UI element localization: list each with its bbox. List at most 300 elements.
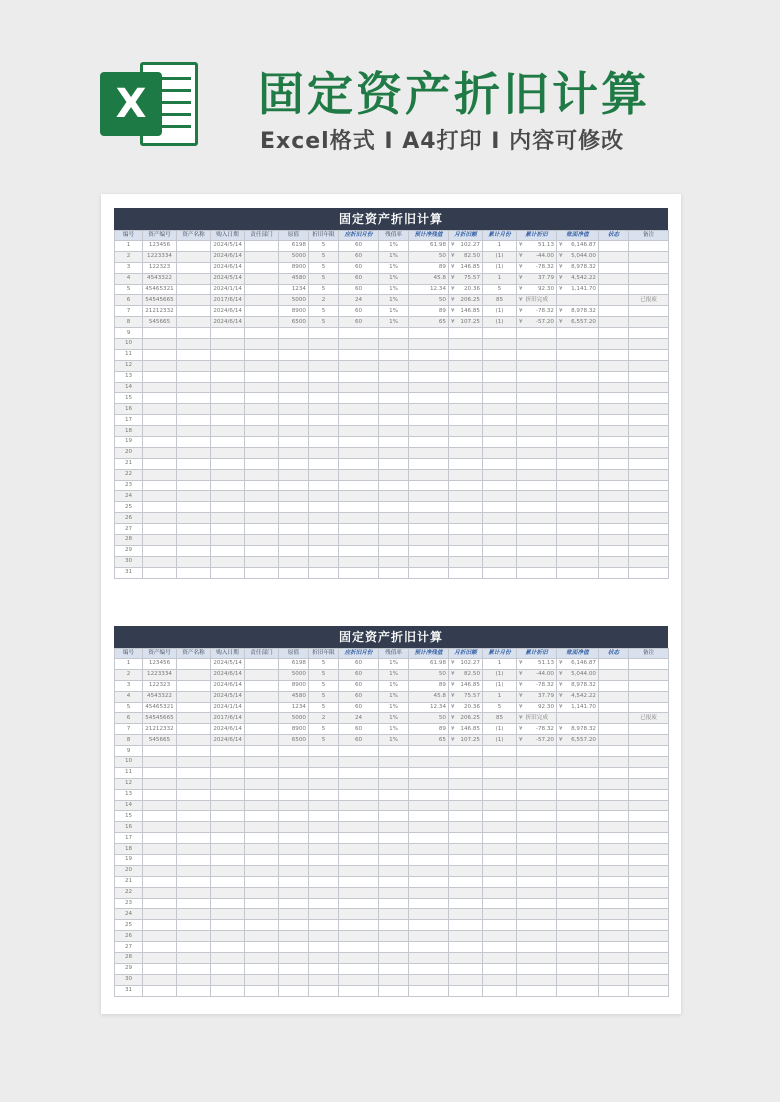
cell-life-years[interactable] [309,349,339,360]
cell-asset-id[interactable] [143,469,177,480]
cell-accum-months[interactable] [483,535,517,546]
cell-residual-value[interactable] [409,811,449,822]
cell-asset-name[interactable] [177,447,211,458]
cell-net-value[interactable] [557,284,599,295]
cell-department[interactable] [245,735,279,746]
cell-no[interactable] [115,876,143,887]
cell-department[interactable] [245,767,279,778]
cell-asset-name[interactable] [177,767,211,778]
cell-asset-id[interactable] [143,295,177,306]
cell-remark[interactable] [629,767,669,778]
cell-accum-depr[interactable] [517,415,557,426]
cell-asset-id[interactable] [143,855,177,866]
cell-asset-name[interactable] [177,241,211,252]
cell-department[interactable] [245,273,279,284]
cell-original-value[interactable] [279,262,309,273]
cell-accum-months[interactable] [483,469,517,480]
cell-net-value[interactable] [557,447,599,458]
cell-life-years[interactable] [309,865,339,876]
cell-purchase-date[interactable] [211,735,245,746]
cell-status[interactable] [599,502,629,513]
cell-residual-value[interactable] [409,393,449,404]
cell-original-value[interactable] [279,556,309,567]
cell-residual-rate[interactable] [379,953,409,964]
cell-depr-months[interactable] [339,865,379,876]
cell-accum-depr[interactable] [517,524,557,535]
cell-status[interactable] [599,284,629,295]
cell-asset-name[interactable] [177,778,211,789]
cell-department[interactable] [245,437,279,448]
cell-monthly-depr[interactable] [449,393,483,404]
cell-remark[interactable] [629,909,669,920]
cell-status[interactable] [599,371,629,382]
cell-net-value[interactable] [557,659,599,670]
cell-asset-name[interactable] [177,382,211,393]
cell-monthly-depr[interactable] [449,556,483,567]
cell-department[interactable] [245,426,279,437]
cell-purchase-date[interactable] [211,317,245,328]
cell-asset-id[interactable] [143,491,177,502]
cell-net-value[interactable] [557,833,599,844]
cell-no[interactable] [115,659,143,670]
cell-no[interactable] [115,567,143,578]
cell-depr-months[interactable] [339,328,379,339]
cell-original-value[interactable] [279,778,309,789]
cell-life-years[interactable] [309,909,339,920]
cell-asset-id[interactable] [143,273,177,284]
cell-original-value[interactable] [279,284,309,295]
cell-asset-name[interactable] [177,713,211,724]
cell-department[interactable] [245,535,279,546]
cell-asset-id[interactable] [143,328,177,339]
cell-life-years[interactable] [309,328,339,339]
cell-no[interactable] [115,898,143,909]
cell-depr-months[interactable] [339,898,379,909]
cell-accum-months[interactable] [483,513,517,524]
cell-accum-months[interactable] [483,502,517,513]
cell-accum-months[interactable] [483,909,517,920]
cell-residual-rate[interactable] [379,404,409,415]
cell-status[interactable] [599,535,629,546]
cell-net-value[interactable] [557,295,599,306]
cell-life-years[interactable] [309,415,339,426]
cell-original-value[interactable] [279,469,309,480]
cell-remark[interactable] [629,469,669,480]
cell-accum-months[interactable] [483,437,517,448]
cell-no[interactable] [115,480,143,491]
cell-asset-id[interactable] [143,371,177,382]
cell-life-years[interactable] [309,691,339,702]
cell-life-years[interactable] [309,567,339,578]
cell-net-value[interactable] [557,339,599,350]
cell-monthly-depr[interactable] [449,328,483,339]
cell-status[interactable] [599,876,629,887]
cell-accum-depr[interactable] [517,328,557,339]
cell-no[interactable] [115,360,143,371]
cell-residual-value[interactable] [409,262,449,273]
cell-residual-value[interactable] [409,567,449,578]
cell-net-value[interactable] [557,767,599,778]
cell-net-value[interactable] [557,349,599,360]
cell-accum-depr[interactable] [517,800,557,811]
cell-residual-value[interactable] [409,469,449,480]
cell-accum-depr[interactable] [517,535,557,546]
cell-monthly-depr[interactable] [449,680,483,691]
cell-department[interactable] [245,746,279,757]
cell-depr-months[interactable] [339,757,379,768]
cell-purchase-date[interactable] [211,491,245,502]
cell-accum-months[interactable] [483,382,517,393]
cell-life-years[interactable] [309,360,339,371]
cell-original-value[interactable] [279,669,309,680]
cell-accum-months[interactable] [483,767,517,778]
cell-purchase-date[interactable] [211,262,245,273]
cell-residual-value[interactable] [409,974,449,985]
cell-residual-value[interactable] [409,844,449,855]
cell-life-years[interactable] [309,273,339,284]
cell-department[interactable] [245,513,279,524]
cell-department[interactable] [245,306,279,317]
cell-remark[interactable] [629,669,669,680]
cell-status[interactable] [599,833,629,844]
cell-remark[interactable] [629,920,669,931]
cell-remark[interactable] [629,865,669,876]
cell-accum-depr[interactable] [517,887,557,898]
cell-monthly-depr[interactable] [449,371,483,382]
cell-life-years[interactable] [309,898,339,909]
cell-accum-months[interactable] [483,447,517,458]
cell-net-value[interactable] [557,535,599,546]
cell-depr-months[interactable] [339,909,379,920]
cell-original-value[interactable] [279,241,309,252]
cell-accum-depr[interactable] [517,789,557,800]
cell-purchase-date[interactable] [211,746,245,757]
cell-no[interactable] [115,262,143,273]
cell-life-years[interactable] [309,524,339,535]
cell-remark[interactable] [629,251,669,262]
cell-status[interactable] [599,393,629,404]
cell-asset-name[interactable] [177,251,211,262]
cell-asset-name[interactable] [177,833,211,844]
cell-accum-months[interactable] [483,953,517,964]
cell-accum-depr[interactable] [517,567,557,578]
cell-net-value[interactable] [557,855,599,866]
cell-no[interactable] [115,920,143,931]
cell-original-value[interactable] [279,974,309,985]
cell-status[interactable] [599,545,629,556]
cell-depr-months[interactable] [339,702,379,713]
cell-remark[interactable] [629,931,669,942]
cell-purchase-date[interactable] [211,447,245,458]
cell-accum-depr[interactable] [517,724,557,735]
cell-remark[interactable] [629,393,669,404]
cell-residual-value[interactable] [409,680,449,691]
cell-monthly-depr[interactable] [449,669,483,680]
cell-no[interactable] [115,974,143,985]
cell-purchase-date[interactable] [211,855,245,866]
cell-asset-name[interactable] [177,680,211,691]
cell-monthly-depr[interactable] [449,404,483,415]
cell-residual-rate[interactable] [379,306,409,317]
cell-remark[interactable] [629,273,669,284]
cell-accum-depr[interactable] [517,931,557,942]
cell-department[interactable] [245,778,279,789]
cell-asset-id[interactable] [143,691,177,702]
cell-department[interactable] [245,898,279,909]
cell-remark[interactable] [629,757,669,768]
cell-net-value[interactable] [557,898,599,909]
cell-purchase-date[interactable] [211,985,245,996]
cell-net-value[interactable] [557,789,599,800]
cell-accum-depr[interactable] [517,317,557,328]
cell-asset-name[interactable] [177,920,211,931]
cell-depr-months[interactable] [339,556,379,567]
cell-residual-value[interactable] [409,953,449,964]
cell-purchase-date[interactable] [211,251,245,262]
cell-asset-id[interactable] [143,339,177,350]
cell-residual-rate[interactable] [379,295,409,306]
cell-monthly-depr[interactable] [449,339,483,350]
cell-accum-months[interactable] [483,393,517,404]
cell-residual-rate[interactable] [379,669,409,680]
cell-depr-months[interactable] [339,273,379,284]
cell-residual-rate[interactable] [379,415,409,426]
cell-no[interactable] [115,317,143,328]
cell-remark[interactable] [629,898,669,909]
cell-depr-months[interactable] [339,393,379,404]
cell-department[interactable] [245,262,279,273]
cell-status[interactable] [599,920,629,931]
cell-depr-months[interactable] [339,502,379,513]
cell-asset-name[interactable] [177,724,211,735]
cell-accum-months[interactable] [483,985,517,996]
cell-residual-rate[interactable] [379,328,409,339]
cell-purchase-date[interactable] [211,920,245,931]
cell-monthly-depr[interactable] [449,426,483,437]
cell-accum-depr[interactable] [517,513,557,524]
cell-life-years[interactable] [309,669,339,680]
cell-residual-rate[interactable] [379,909,409,920]
cell-residual-value[interactable] [409,800,449,811]
cell-net-value[interactable] [557,393,599,404]
cell-asset-name[interactable] [177,328,211,339]
cell-status[interactable] [599,757,629,768]
cell-status[interactable] [599,953,629,964]
cell-asset-name[interactable] [177,360,211,371]
cell-monthly-depr[interactable] [449,844,483,855]
cell-accum-months[interactable] [483,680,517,691]
cell-remark[interactable] [629,746,669,757]
cell-net-value[interactable] [557,735,599,746]
cell-original-value[interactable] [279,833,309,844]
cell-purchase-date[interactable] [211,328,245,339]
cell-original-value[interactable] [279,942,309,953]
cell-status[interactable] [599,887,629,898]
cell-accum-months[interactable] [483,251,517,262]
cell-status[interactable] [599,491,629,502]
cell-purchase-date[interactable] [211,942,245,953]
cell-net-value[interactable] [557,502,599,513]
cell-purchase-date[interactable] [211,371,245,382]
cell-depr-months[interactable] [339,953,379,964]
cell-accum-months[interactable] [483,295,517,306]
cell-status[interactable] [599,909,629,920]
cell-original-value[interactable] [279,524,309,535]
cell-status[interactable] [599,778,629,789]
cell-depr-months[interactable] [339,767,379,778]
cell-no[interactable] [115,931,143,942]
cell-net-value[interactable] [557,262,599,273]
cell-department[interactable] [245,844,279,855]
cell-monthly-depr[interactable] [449,273,483,284]
cell-asset-id[interactable] [143,437,177,448]
cell-department[interactable] [245,469,279,480]
cell-depr-months[interactable] [339,942,379,953]
cell-department[interactable] [245,241,279,252]
cell-department[interactable] [245,284,279,295]
cell-asset-id[interactable] [143,382,177,393]
cell-remark[interactable] [629,328,669,339]
cell-accum-months[interactable] [483,789,517,800]
cell-monthly-depr[interactable] [449,502,483,513]
cell-department[interactable] [245,713,279,724]
cell-monthly-depr[interactable] [449,306,483,317]
cell-purchase-date[interactable] [211,724,245,735]
cell-residual-value[interactable] [409,502,449,513]
cell-remark[interactable] [629,985,669,996]
cell-asset-id[interactable] [143,789,177,800]
cell-life-years[interactable] [309,724,339,735]
cell-life-years[interactable] [309,437,339,448]
cell-purchase-date[interactable] [211,567,245,578]
cell-purchase-date[interactable] [211,811,245,822]
cell-accum-depr[interactable] [517,778,557,789]
cell-status[interactable] [599,691,629,702]
cell-no[interactable] [115,909,143,920]
cell-life-years[interactable] [309,306,339,317]
cell-remark[interactable] [629,437,669,448]
cell-residual-rate[interactable] [379,491,409,502]
cell-original-value[interactable] [279,887,309,898]
cell-no[interactable] [115,447,143,458]
cell-monthly-depr[interactable] [449,789,483,800]
cell-original-value[interactable] [279,713,309,724]
cell-depr-months[interactable] [339,513,379,524]
cell-accum-months[interactable] [483,241,517,252]
cell-original-value[interactable] [279,339,309,350]
cell-residual-value[interactable] [409,942,449,953]
cell-asset-name[interactable] [177,349,211,360]
cell-asset-name[interactable] [177,371,211,382]
cell-life-years[interactable] [309,963,339,974]
cell-no[interactable] [115,855,143,866]
cell-status[interactable] [599,735,629,746]
cell-remark[interactable] [629,800,669,811]
cell-monthly-depr[interactable] [449,974,483,985]
cell-life-years[interactable] [309,953,339,964]
cell-department[interactable] [245,295,279,306]
cell-life-years[interactable] [309,426,339,437]
cell-remark[interactable] [629,953,669,964]
cell-original-value[interactable] [279,317,309,328]
cell-original-value[interactable] [279,724,309,735]
cell-remark[interactable] [629,491,669,502]
cell-residual-rate[interactable] [379,447,409,458]
cell-residual-value[interactable] [409,535,449,546]
cell-net-value[interactable] [557,545,599,556]
cell-original-value[interactable] [279,273,309,284]
cell-accum-months[interactable] [483,931,517,942]
cell-asset-id[interactable] [143,349,177,360]
cell-monthly-depr[interactable] [449,735,483,746]
cell-accum-depr[interactable] [517,393,557,404]
cell-net-value[interactable] [557,491,599,502]
cell-no[interactable] [115,502,143,513]
cell-accum-depr[interactable] [517,985,557,996]
cell-accum-months[interactable] [483,371,517,382]
cell-residual-rate[interactable] [379,746,409,757]
cell-purchase-date[interactable] [211,524,245,535]
cell-department[interactable] [245,371,279,382]
cell-no[interactable] [115,735,143,746]
cell-residual-value[interactable] [409,767,449,778]
cell-purchase-date[interactable] [211,865,245,876]
cell-accum-months[interactable] [483,942,517,953]
cell-no[interactable] [115,437,143,448]
cell-accum-depr[interactable] [517,669,557,680]
cell-asset-name[interactable] [177,887,211,898]
cell-purchase-date[interactable] [211,974,245,985]
cell-net-value[interactable] [557,876,599,887]
cell-purchase-date[interactable] [211,953,245,964]
cell-accum-months[interactable] [483,273,517,284]
cell-asset-id[interactable] [143,724,177,735]
cell-depr-months[interactable] [339,833,379,844]
cell-original-value[interactable] [279,458,309,469]
cell-accum-months[interactable] [483,306,517,317]
cell-depr-months[interactable] [339,822,379,833]
cell-monthly-depr[interactable] [449,757,483,768]
cell-residual-value[interactable] [409,898,449,909]
cell-accum-months[interactable] [483,691,517,702]
cell-depr-months[interactable] [339,437,379,448]
cell-residual-rate[interactable] [379,567,409,578]
cell-net-value[interactable] [557,426,599,437]
cell-residual-value[interactable] [409,931,449,942]
cell-remark[interactable] [629,963,669,974]
cell-purchase-date[interactable] [211,480,245,491]
cell-purchase-date[interactable] [211,822,245,833]
cell-purchase-date[interactable] [211,426,245,437]
cell-accum-months[interactable] [483,713,517,724]
cell-residual-value[interactable] [409,545,449,556]
cell-remark[interactable] [629,567,669,578]
cell-remark[interactable] [629,306,669,317]
cell-department[interactable] [245,382,279,393]
cell-status[interactable] [599,404,629,415]
cell-purchase-date[interactable] [211,659,245,670]
cell-monthly-depr[interactable] [449,909,483,920]
cell-asset-id[interactable] [143,844,177,855]
cell-residual-rate[interactable] [379,513,409,524]
cell-status[interactable] [599,855,629,866]
cell-asset-name[interactable] [177,844,211,855]
cell-depr-months[interactable] [339,963,379,974]
cell-department[interactable] [245,724,279,735]
cell-depr-months[interactable] [339,800,379,811]
cell-monthly-depr[interactable] [449,985,483,996]
cell-status[interactable] [599,480,629,491]
